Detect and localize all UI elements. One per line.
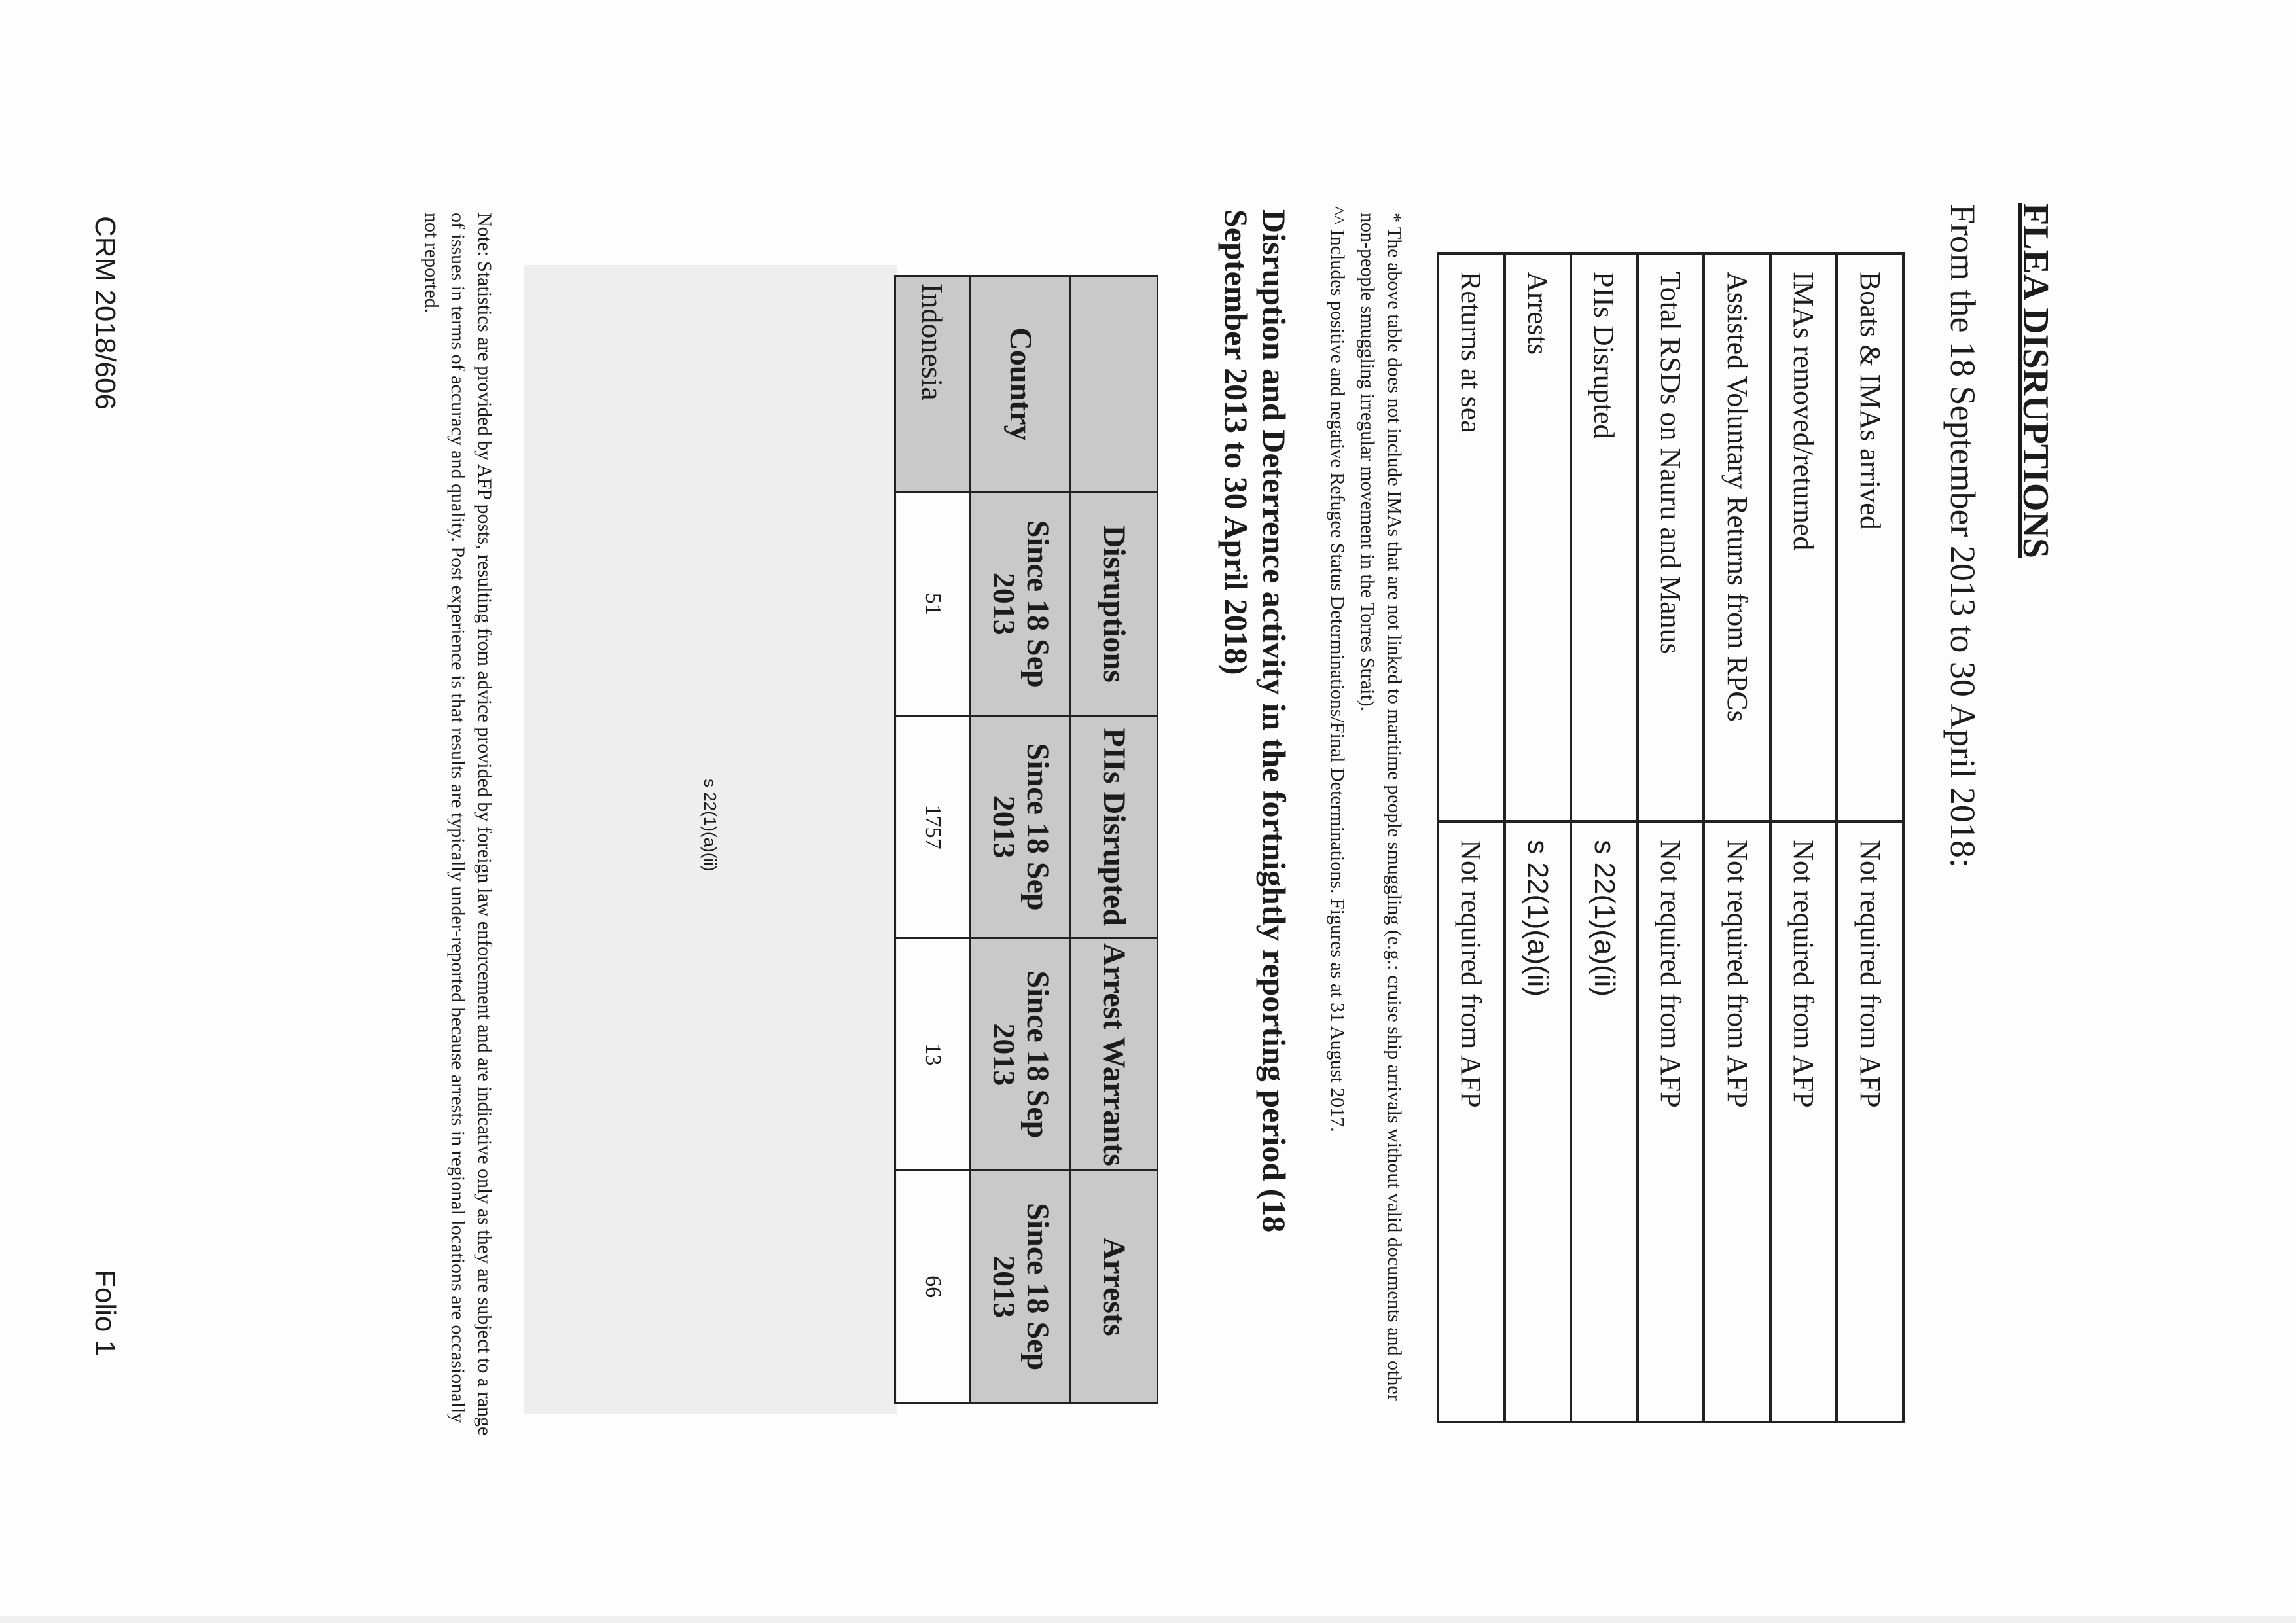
arrests-value: 66 [895,1171,971,1403]
country-cell: Indonesia [895,276,971,493]
redaction-label: s 22(1)(a)(ii) [700,779,720,872]
row-label: PIIs Disrupted [1571,253,1638,821]
scan-edge [0,1616,2296,1623]
footnote-imas: * The above table does not include IMAs that are not linked to maritime people smuggling (e.g.: cruise ship arrivals without valid documents and other non-people smuggling irregular movement in the Torres Strait). [1357,213,1405,1401]
subheader-row [971,276,1071,1403]
row-label: Assisted Voluntary Returns from RPCs [1704,253,1770,821]
footnote-rsd: ^^ Includes positive and negative Refugee Status Determinations/Final Determinations. Figures as at 31 August 2017. [1327,206,1348,1132]
table-row [1770,253,1837,1422]
header-blank [1071,276,1158,493]
table-row [1505,253,1571,1422]
warrants-value: 13 [895,938,971,1171]
subheader-period: Since 18 Sep 2013 [971,715,1071,938]
subheader-period: Since 18 Sep 2013 [971,938,1071,1171]
subheader-country: Country [971,276,1071,493]
subheader-period: Since 18 Sep 2013 [971,492,1071,715]
table-row [1704,253,1770,1422]
piis-value: 1757 [895,715,971,938]
row-value: Not required from AFP [1704,821,1770,1422]
header-row [1071,276,1158,1403]
row-value: Not required from AFP [1638,821,1704,1422]
table-row [1837,253,1903,1422]
activity-table [897,275,1158,1404]
header-warrants: Arrest Warrants [1071,938,1158,1171]
table-row [1571,253,1638,1422]
row-label: Total RSDs on Nauru and Manus [1638,253,1704,821]
header-piis: PIIs Disrupted [1071,715,1158,938]
section-heading: Disruption and Deterrence activity in the fortnightly reporting period (18 September 2013 to 30 April 2018) [1218,209,1293,1233]
folio-number: Folio 1 [89,1270,121,1357]
header-disruptions: Disruptions [1071,492,1158,715]
row-label: Returns at sea [1438,253,1505,821]
redacted-value: s 22(1)(a)(ii) [1505,821,1571,1422]
document-reference: CRM 2018/606 [89,216,121,410]
table-row [895,276,971,1403]
row-value: Not required from AFP [1770,821,1837,1422]
header-arrests: Arrests [1071,1171,1158,1403]
document-title: FLEA DISRUPTIONS [2015,203,2056,559]
row-label: Boats & IMAs arrived [1837,253,1903,821]
subheader-period: Since 18 Sep 2013 [971,1171,1071,1403]
table-row [1638,253,1704,1422]
row-label: Arrests [1505,253,1571,821]
date-range-subtitle: From the 18 September 2013 to 30 April 2018: [1943,204,1982,868]
disruptions-value: 51 [895,492,971,715]
summary-table [1437,252,1905,1423]
row-value: Not required from AFP [1438,821,1505,1422]
table-row [1438,253,1505,1422]
row-label: IMAs removed/returned [1770,253,1837,821]
row-value: Not required from AFP [1837,821,1903,1422]
redacted-value: s 22(1)(a)(ii) [1571,821,1638,1422]
statistics-note: Note: Statistics are provided by AFP posts, resulting from advice provided by foreign law enforcement and are indicative only as they are subject to a range of issues in terms of accuracy and quality. Post experience is that results are typically under-reported because arrests in regional locations are occasionally not reported. [421,213,495,1436]
